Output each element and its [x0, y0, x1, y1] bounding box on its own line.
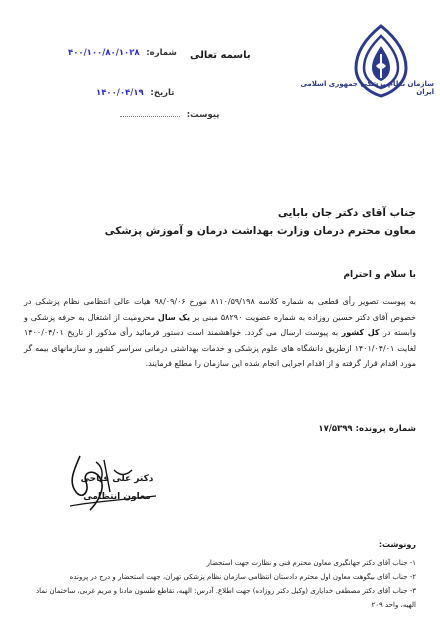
- cc-item: ۱- جناب آقای دکتر جهانگیری معاون محترم فنی و نظارت جهت استحضار: [206, 559, 416, 567]
- date-value: ۱۴۰۰/۰۴/۱۹: [96, 88, 144, 98]
- letter-date: [96, 88, 174, 98]
- letter-number: [68, 48, 177, 58]
- cc-item: ۲- جناب آقای بیگوهت معاون اول محترم دادستان انتظامی سازمان نظام پزشکی تهران، جهت استحضار و درج در پرونده: [69, 573, 416, 581]
- number-label: شماره:: [146, 48, 177, 58]
- letter-body: [24, 294, 416, 372]
- body-bold-scope: کل کشور: [341, 328, 380, 337]
- body-part-2: محرومیت از اشتغال به حرفه پزشکی و وابسته در: [24, 312, 416, 337]
- signatory-title: معاون انتظامی: [83, 492, 151, 502]
- handwritten-signature: [60, 452, 170, 516]
- body-part-1: به پیوست تصویر رأی قطعی به شماره کلاسه ۸۱۱۰/۵۹/۱۹۸ مورخ ۹۸/۰۹/۰۶ هیات عالی انتظامی نظام پزشکی در خصوص آقای دکتر حسین روزاده به شماره عضویت ۵۸۲۹۰ مبنی بر: [24, 297, 417, 322]
- cc-heading: رونوشت:: [378, 540, 416, 549]
- body-part-3: به پیوست ارسال می گردد. خواهشمند است دستور فرمائید رأی مذکور از تاریخ ۱۴۰۰/۰۴/۰۱ لغایت ۱۴۰۱/۰۴/۰۱ ازطریق دانشگاه های علوم پزشکی و خدمات بهداشتی درمانی سراسر کشور و سازمانهای بیمه گر مورد اقدام قرار گرفته و از اقدام اجرایی انجام شده این سازمان را مطلع فرمایند.: [24, 328, 417, 368]
- attachment-dotted-line: [120, 110, 180, 117]
- number-value: ۴۰۰/۱۰۰/۸۰/۱۰۲۸: [68, 48, 140, 58]
- letter-attachment: [120, 110, 219, 120]
- greeting: با سلام و احترام: [343, 270, 416, 280]
- filing-number: [318, 424, 416, 434]
- cc-list: [24, 556, 416, 612]
- attachment-label: پیوست:: [186, 110, 220, 120]
- recipient-block: [86, 204, 416, 240]
- cc-item: ۳- جناب آقای دکتر مصطفی خدایاری (وکیل دکتر روزاده) جهت اطلاع. آدرس: الهیه، تقاطع طسون مادنا و مریم غربی، ساختمان نماد الهیه، واحد ۲۰۹: [35, 587, 416, 609]
- filing-value: ۱۷/۵۳۹۹: [318, 424, 353, 434]
- body-bold-duration: یک سال: [157, 312, 190, 322]
- basmeh-heading: باسمه تعالی: [190, 50, 251, 61]
- organization-name: سازمان نظام پزشکی جمهوری اسلامی ایران: [300, 80, 434, 96]
- signatory-name: دکتر علی فتاحی: [80, 474, 154, 484]
- recipient-title: معاون محترم درمان وزارت بهداشت درمان و آموزش پزشکی: [104, 225, 416, 237]
- filing-label: شماره پرونده:: [355, 424, 416, 434]
- date-label: تاریخ:: [150, 88, 175, 98]
- recipient-name: جناب آقای دکتر جان بابایی: [277, 207, 416, 219]
